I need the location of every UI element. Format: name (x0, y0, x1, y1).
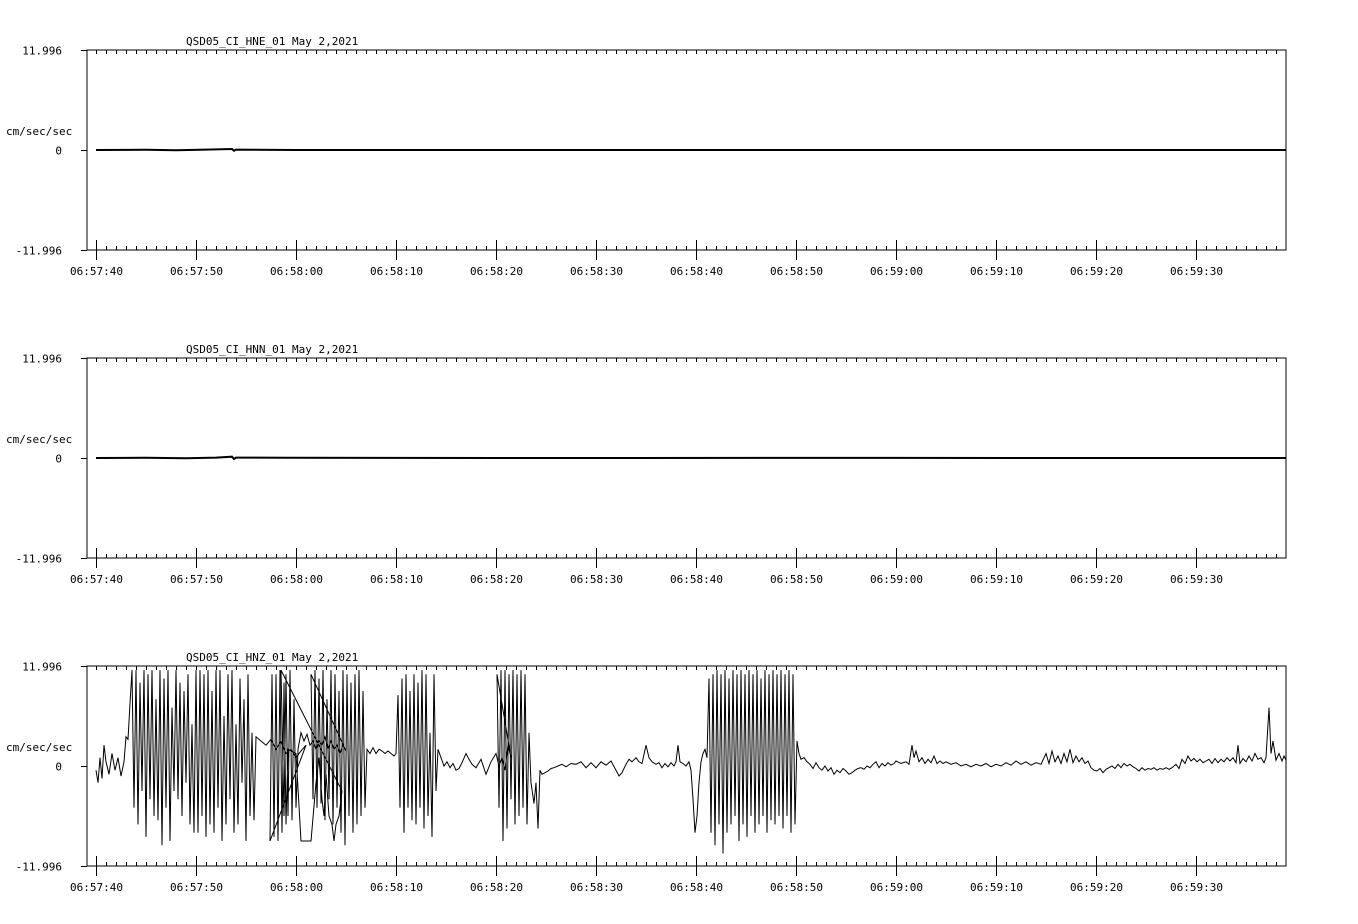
x-tick-label: 06:59:20 (1070, 265, 1123, 278)
x-tick-label: 06:58:20 (470, 881, 523, 894)
y-tick-label: -11.996 (15, 244, 62, 258)
x-tick-label: 06:57:40 (70, 881, 123, 894)
x-tick-label: 06:58:30 (570, 881, 623, 894)
x-tick-label: 06:57:50 (170, 573, 223, 586)
x-tick-label: 06:58:30 (570, 573, 623, 586)
y-tick-label: 0 (55, 452, 62, 466)
chart-panel-0 (6, 35, 1286, 278)
x-tick-label: 06:58:40 (670, 265, 723, 278)
x-tick-label: 06:58:10 (370, 881, 423, 894)
x-tick-label: 06:59:00 (870, 881, 923, 894)
x-tick-label: 06:58:00 (270, 573, 323, 586)
x-tick-label: 06:58:00 (270, 265, 323, 278)
x-tick-label: 06:59:10 (970, 573, 1023, 586)
x-tick-label: 06:59:30 (1170, 881, 1223, 894)
x-tick-label: 06:59:00 (870, 573, 923, 586)
x-tick-label: 06:57:50 (170, 881, 223, 894)
x-tick-label: 06:59:10 (970, 881, 1023, 894)
series-trace (96, 670, 1286, 853)
x-tick-label: 06:59:30 (1170, 265, 1223, 278)
y-tick-label: 0 (55, 760, 62, 774)
x-tick-label: 06:58:10 (370, 265, 423, 278)
y-axis-label: cm/sec/sec (6, 741, 73, 754)
y-axis-label: cm/sec/sec (6, 125, 73, 138)
y-tick-label: -11.996 (15, 552, 62, 566)
chart-title: QSD05_CI_HNN_01 May 2,2021 (186, 343, 359, 356)
series-trace (96, 457, 1286, 459)
x-tick-label: 06:58:50 (770, 265, 823, 278)
chart-title: QSD05_CI_HNZ_01 May 2,2021 (186, 651, 359, 664)
x-tick-label: 06:57:40 (70, 265, 123, 278)
x-tick-label: 06:58:40 (670, 881, 723, 894)
y-tick-label: -11.996 (15, 860, 62, 874)
x-tick-label: 06:59:00 (870, 265, 923, 278)
series-trace (96, 149, 1286, 151)
x-tick-label: 06:58:50 (770, 573, 823, 586)
x-tick-label: 06:57:40 (70, 573, 123, 586)
x-tick-label: 06:59:30 (1170, 573, 1223, 586)
y-tick-label: 0 (55, 144, 62, 158)
y-tick-label: 11.996 (22, 352, 62, 366)
x-tick-label: 06:59:10 (970, 265, 1023, 278)
x-tick-label: 06:58:00 (270, 881, 323, 894)
y-tick-label: 11.996 (22, 44, 62, 58)
x-tick-label: 06:57:50 (170, 265, 223, 278)
chart-panel-2 (6, 651, 1286, 894)
chart-panel-1 (6, 343, 1286, 586)
x-tick-label: 06:58:20 (470, 265, 523, 278)
x-tick-label: 06:58:10 (370, 573, 423, 586)
x-tick-label: 06:59:20 (1070, 573, 1123, 586)
x-tick-label: 06:59:20 (1070, 881, 1123, 894)
y-tick-label: 11.996 (22, 660, 62, 674)
x-tick-label: 06:58:50 (770, 881, 823, 894)
x-tick-label: 06:58:20 (470, 573, 523, 586)
x-tick-label: 06:58:40 (670, 573, 723, 586)
chart-title: QSD05_CI_HNE_01 May 2,2021 (186, 35, 359, 48)
y-axis-label: cm/sec/sec (6, 433, 73, 446)
x-tick-label: 06:58:30 (570, 265, 623, 278)
